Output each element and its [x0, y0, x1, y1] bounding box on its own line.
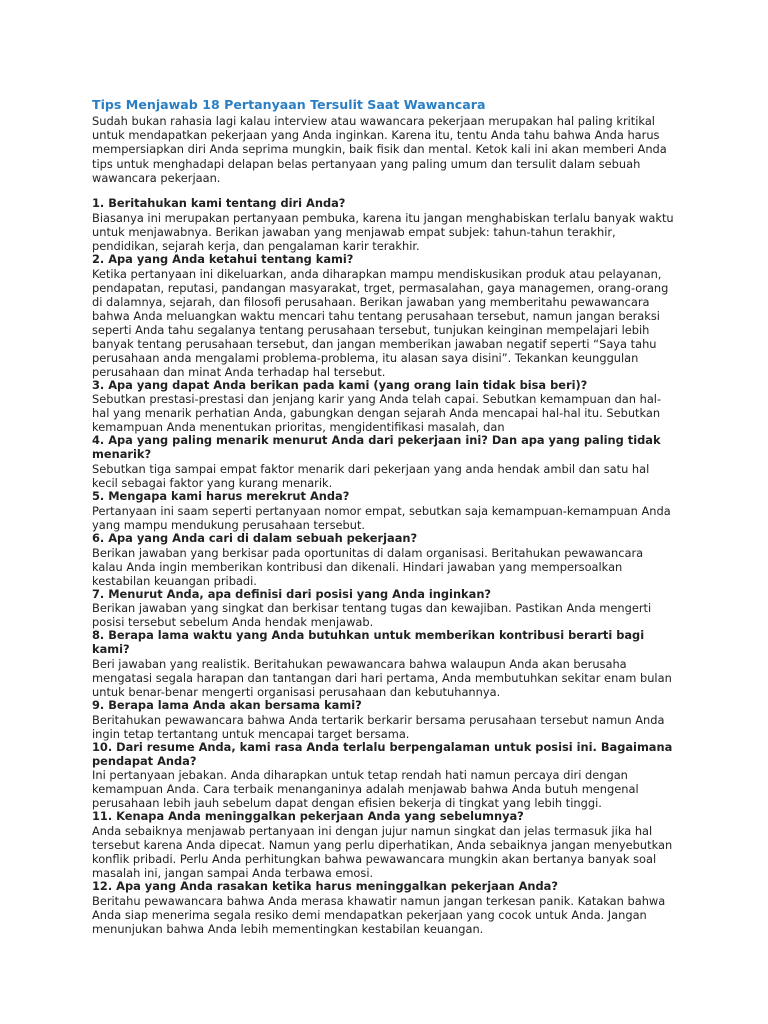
question-block	[92, 588, 676, 630]
question-heading: 7. Menurut Anda, apa definisi dari posisi yang Anda inginkan?	[92, 586, 492, 601]
answer-paragraph: Ketika pertanyaan ini dikeluarkan, anda diharapkan mampu mendiskusikan produk atau pelayanan, pendapatan, reputasi, pandangan masyarakat, trget, permasalahan, gaya managemen, orang-orang di dalamnya, sejarah, dan filosofi perusahaan. Berikan jawaban yang memberitahu pewawancara bahwa Anda meluangkan waktu mencari tahu tentang perusahaan tersebut, namun jangan beraksi seperti Anda tahu segalanya tentang perusahaan tersebut, tunjukan keinginan mempelajari lebih banyak tentang perusahaan tersebut, dan jangan memberikan jawaban negatif seperti “Saya tahu perusahaan anda mengalami problema-problema, itu alasan saya disini”. Tekankan keunggulan perusahaan dan minat Anda terhadap hal tersebut.	[92, 266, 669, 379]
intro-paragraph: Sudah bukan rahasia lagi kalau interview atau wawancara pekerjaan merupakan hal paling kritikal untuk mendapatkan pekerjaan yang Anda inginkan. Karena itu, tentu Anda tahu bahwa Anda harus mempersiapkan diri Anda seprima mungkin, baik fisik dan mental. Ketok kali ini akan memberi Anda tips untuk menghadapi delapan belas pertanyaan yang paling umum dan tersulit dalam sebuah wawancara pekerjaan.	[92, 114, 667, 185]
answer-paragraph: Biasanya ini merupakan pertanyaan pembuka, karena itu jangan menghabiskan terlalu banyak waktu untuk menjawabnya. Berikan jawaban yang menjawab empat subjek: tahun-tahun terakhir, pendidikan, sejarah kerja, dan pengalaman karir terakhir.	[92, 210, 674, 253]
question-block	[92, 532, 676, 588]
answer-paragraph: Anda sebaiknya menjawab pertanyaan ini dengan jujur namun singkat dan jelas termasuk jika hal tersebut karena Anda dipecat. Namun yang perlu diperhatikan, Anda sebaiknya jangan menyebutkan konflik pribadi. Perlu Anda perhitungkan bahwa pewawancara mungkin akan bertanya banyak soal masalah ini, jangan sampai Anda terbawa emosi.	[92, 824, 673, 881]
answer-paragraph: Berikan jawaban yang singkat dan berkisar tentang tugas dan kewajiban. Pastikan Anda mengerti posisi tersebut sebelum Anda hendak menjawab.	[92, 601, 652, 630]
question-block	[92, 197, 676, 253]
question-heading: 4. Apa yang paling menarik menurut Anda dari pekerjaan ini? Dan apa yang paling tidak menarik?	[92, 433, 661, 462]
question-heading: 8. Berapa lama waktu yang Anda butuhkan untuk memberikan kontribusi berarti bagi kami?	[92, 628, 645, 657]
question-heading: 9. Berapa lama Anda akan bersama kami?	[92, 697, 362, 712]
answer-paragraph: Sebutkan tiga sampai empat faktor menarik dari pekerjaan yang anda hendak ambil dan satu hal kecil sebagai faktor yang kurang menarik.	[92, 462, 650, 490]
question-block	[92, 253, 676, 379]
answer-paragraph: Sebutkan prestasi-prestasi dan jenjang karir yang Anda telah capai. Sebutkan kemampuan dan hal-hal yang menarik perhatian Anda, gabungkan dengan sejarah Anda mencapai hal-hal itu. Sebutkan kemampuan Anda menentukan prioritas, mengidentifikasi masalah, dan	[92, 392, 662, 435]
question-heading: 11. Kenapa Anda meninggalkan pekerjaan Anda yang sebelumnya?	[92, 809, 524, 824]
question-block	[92, 810, 676, 880]
answer-paragraph: Ini pertanyaan jebakan. Anda diharapkan untuk tetap rendah hati namun percaya diri dengan kemampuan Anda. Cara terbaik menanganinya adalah menjawab bahwa Anda butuh mengenal perusahaan lebih jauh sebelum dapat dengan efisien bekerja di tingkat yang lebih tinggi.	[92, 768, 639, 811]
answer-paragraph: Beri jawaban yang realistik. Beritahukan pewawancara bahwa walaupun Anda akan berusaha mengatasi segala harapan dan tantangan dari hari pertama, Anda membutuhkan sekitar enam bulan untuk benar-benar mengerti organisasi perusahaan dan kebutuhannya.	[92, 656, 672, 699]
answer-paragraph: Beritahu pewawancara bahwa Anda merasa khawatir namun jangan terkesan panik. Katakan bahwa Anda siap menerima segala resiko demi mendapatkan pekerjaan yang cocok untuk Anda. Jangan menunjukan bahwa Anda lebih mementingkan kestabilan keuangan.	[92, 893, 666, 936]
question-list	[92, 197, 676, 936]
question-heading: 10. Dari resume Anda, kami rasa Anda terlalu berpengalaman untuk posisi ini. Bagaimana pendapat Anda?	[92, 739, 673, 768]
document-page	[92, 97, 676, 936]
answer-paragraph: Beritahukan pewawancara bahwa Anda tertarik berkarir bersama perusahaan tersebut namun Anda ingin tetap tertantang untuk mencapai target bersama.	[92, 712, 665, 741]
question-block	[92, 699, 676, 741]
question-heading: 3. Apa yang dapat Anda berikan pada kami (yang orang lain tidak bisa beri)?	[92, 377, 588, 392]
question-block	[92, 434, 676, 490]
document-title: Tips Menjawab 18 Pertanyaan Tersulit Saat Wawancara	[92, 97, 486, 112]
question-block	[92, 629, 676, 699]
question-block	[92, 490, 676, 532]
question-heading: 1. Beritahukan kami tentang diri Anda?	[92, 196, 346, 211]
answer-paragraph: Pertanyaan ini saam seperti pertanyaan nomor empat, sebutkan saja kemampuan-kemampuan Anda yang mampu mendukung perusahaan tersebut.	[92, 503, 671, 532]
question-block	[92, 880, 676, 936]
question-block	[92, 379, 676, 435]
question-heading: 2. Apa yang Anda ketahui tentang kami?	[92, 251, 354, 266]
question-block	[92, 741, 676, 811]
question-heading: 12. Apa yang Anda rasakan ketika harus meninggalkan pekerjaan Anda?	[92, 879, 558, 894]
question-heading: 5. Mengapa kami harus merekrut Anda?	[92, 489, 350, 503]
question-heading: 6. Apa yang Anda cari di dalam sebuah pekerjaan?	[92, 530, 418, 545]
answer-paragraph: Berikan jawaban yang berkisar pada oportunitas di dalam organisasi. Beritahukan pewawancara kalau Anda ingin memberikan kontribusi dan dikenali. Hindari jawaban yang mempersoalkan kestabilan keuangan pribadi.	[92, 545, 644, 588]
